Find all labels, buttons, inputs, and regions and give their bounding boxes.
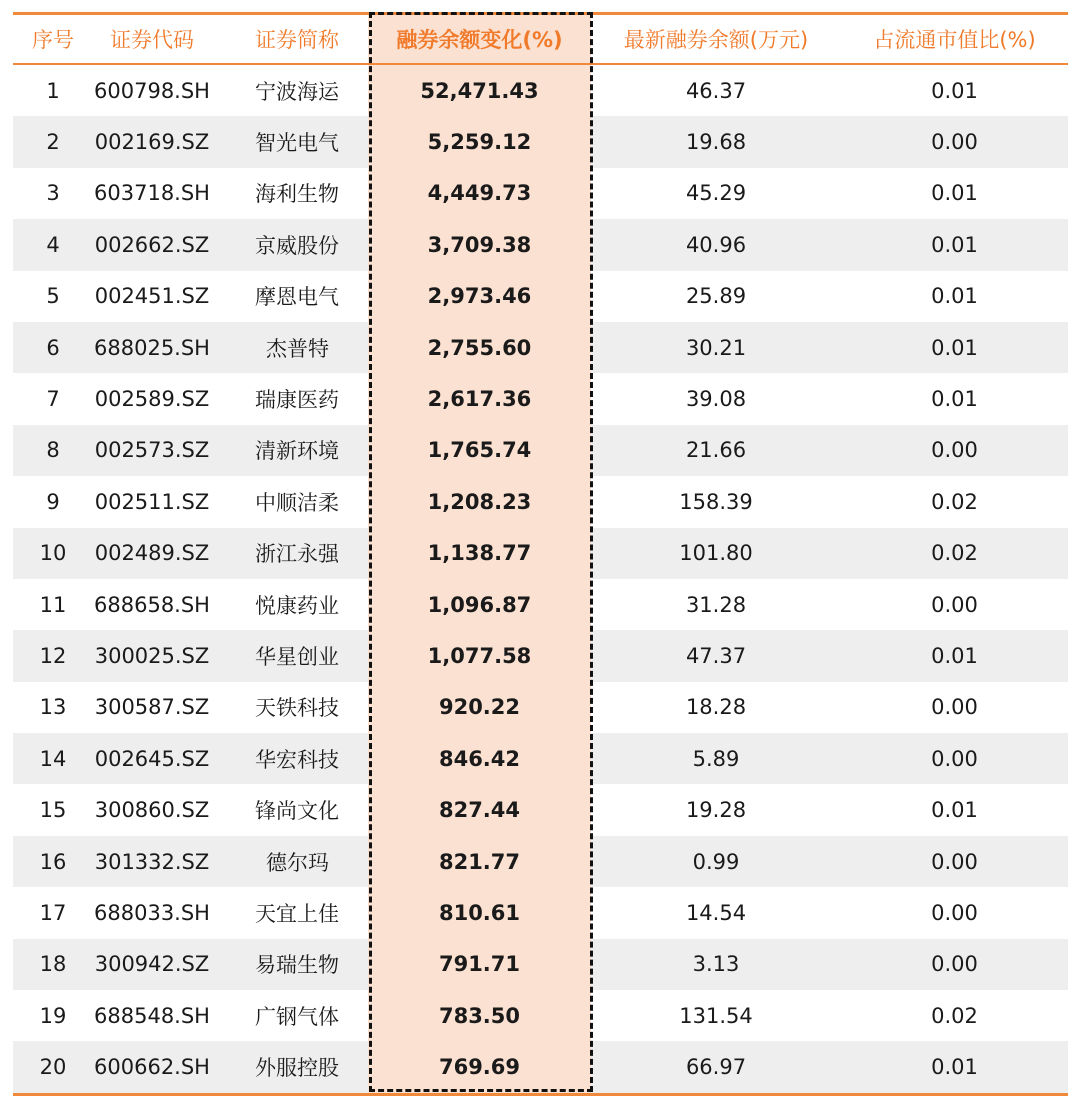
cell-code: 688548.SH [94,1003,210,1028]
cell-balance: 46.37 [685,78,747,103]
cell-no: 5 [46,284,60,309]
cell-code: 688658.SH [94,592,210,617]
cell-name: 锋尚文化 [255,799,339,824]
table-row [13,887,1068,938]
table-row [13,425,1068,476]
cell-ratio: 0.00 [931,592,978,617]
cell-code: 300942.SZ [94,952,210,977]
cell-code: 002573.SZ [94,438,210,463]
cell-balance: 21.66 [685,438,747,463]
table-row [13,271,1068,322]
table-row [13,1041,1068,1092]
cell-ratio: 0.01 [931,181,978,206]
cell-balance: 14.54 [685,900,747,925]
cell-code: 300860.SZ [94,798,210,823]
cell-ratio: 0.00 [931,952,978,977]
cell-change: 783.50 [368,990,591,1041]
cell-ratio: 0.01 [931,798,978,823]
cell-balance: 19.68 [685,130,747,155]
cell-no: 3 [46,181,60,206]
table-row [13,682,1068,733]
table-row [13,836,1068,887]
cell-code: 002662.SZ [94,232,210,257]
cell-name: 易瑞生物 [255,953,339,978]
cell-name: 广钢气体 [255,1004,339,1029]
cell-change: 2,755.60 [368,322,591,373]
cell-no: 18 [39,952,67,977]
cell-no: 9 [46,489,60,514]
bottom-rule [13,1093,1068,1096]
cell-code: 688025.SH [94,335,210,360]
table-row [13,733,1068,784]
cell-change: 52,471.43 [368,65,591,116]
cell-ratio: 0.01 [931,387,978,412]
table-row [13,579,1068,630]
cell-ratio: 0.00 [931,746,978,771]
cell-balance: 40.96 [685,232,747,257]
table-row [13,630,1068,681]
cell-ratio: 0.00 [931,438,978,463]
cell-ratio: 0.01 [931,284,978,309]
cell-name: 瑞康医药 [255,388,339,413]
cell-name: 华宏科技 [255,747,339,772]
table-row [13,990,1068,1041]
cell-name: 清新环境 [255,439,339,464]
cell-no: 10 [39,541,67,566]
cell-name: 杰普特 [266,336,329,361]
cell-no: 14 [39,746,67,771]
table-body [13,65,1068,1093]
cell-balance: 131.54 [679,1003,753,1028]
cell-code: 688033.SH [94,900,210,925]
cell-change: 810.61 [368,887,591,938]
cell-no: 2 [46,130,60,155]
cell-ratio: 0.00 [931,130,978,155]
cell-name: 浙江永强 [255,542,339,567]
table-row [13,528,1068,579]
table-row [13,373,1068,424]
cell-ratio: 0.00 [931,695,978,720]
cell-no: 11 [39,592,67,617]
cell-code: 002589.SZ [94,387,210,412]
table-header [13,15,1068,65]
cell-ratio: 0.01 [931,643,978,668]
header-ratio: 占流通市值比(%) [873,28,1036,52]
cell-change: 821.77 [368,836,591,887]
cell-change: 920.22 [368,682,591,733]
cell-no: 20 [39,1055,67,1080]
cell-no: 7 [46,387,60,412]
table-row [13,168,1068,219]
cell-change: 4,449.73 [368,168,591,219]
cell-name: 悦康药业 [255,593,339,618]
cell-code: 002645.SZ [94,746,210,771]
cell-balance: 0.99 [692,849,740,874]
cell-change: 769.69 [368,1041,591,1092]
table-row [13,116,1068,167]
cell-code: 600662.SH [94,1055,210,1080]
cell-no: 6 [46,335,60,360]
cell-no: 1 [46,78,60,103]
cell-name: 海利生物 [255,182,339,207]
table-row [13,476,1068,527]
cell-name: 摩恩电气 [255,285,339,310]
cell-ratio: 0.00 [931,900,978,925]
cell-ratio: 0.01 [931,78,978,103]
cell-name: 天铁科技 [255,696,339,721]
cell-balance: 66.97 [685,1055,747,1080]
cell-no: 8 [46,438,60,463]
cell-code: 002451.SZ [94,284,210,309]
cell-name: 中顺洁柔 [255,490,339,515]
cell-name: 外服控股 [255,1056,339,1081]
table-row [13,219,1068,270]
cell-change: 3,709.38 [368,219,591,270]
cell-balance: 3.13 [692,952,740,977]
cell-code: 300587.SZ [94,695,210,720]
cell-balance: 19.28 [685,798,747,823]
cell-no: 17 [39,900,67,925]
header-code: 证券代码 [110,28,194,52]
cell-name: 天宜上佳 [255,901,339,926]
cell-code: 301332.SZ [94,849,210,874]
securities-lending-table [13,12,1068,1096]
cell-change: 791.71 [368,939,591,990]
cell-name: 德尔玛 [266,850,329,875]
cell-no: 16 [39,849,67,874]
cell-ratio: 0.02 [931,541,978,566]
cell-balance: 25.89 [685,284,747,309]
cell-ratio: 0.02 [931,489,978,514]
cell-no: 13 [39,695,67,720]
cell-balance: 31.28 [685,592,747,617]
cell-ratio: 0.02 [931,1003,978,1028]
cell-change: 2,617.36 [368,373,591,424]
cell-change: 1,138.77 [368,528,591,579]
cell-no: 19 [39,1003,67,1028]
table-row [13,939,1068,990]
header-name: 证券简称 [255,28,339,52]
cell-balance: 18.28 [685,695,747,720]
cell-name: 宁波海运 [255,79,339,104]
cell-no: 15 [39,798,67,823]
cell-change: 5,259.12 [368,116,591,167]
cell-change: 1,765.74 [368,425,591,476]
cell-ratio: 0.01 [931,1055,978,1080]
cell-code: 600798.SH [94,78,210,103]
cell-balance: 5.89 [692,746,740,771]
table-row [13,784,1068,835]
cell-code: 002511.SZ [94,489,210,514]
table-row [13,322,1068,373]
header-balance: 最新融券余额(万元) [623,28,809,52]
cell-code: 300025.SZ [94,643,210,668]
cell-code: 603718.SH [94,181,210,206]
header-no: 序号 [32,28,74,52]
cell-change: 1,077.58 [368,630,591,681]
cell-no: 12 [39,643,67,668]
header-change: 融券余额变化(%) [368,15,591,63]
cell-name: 智光电气 [255,131,339,156]
cell-balance: 101.80 [679,541,753,566]
cell-change: 827.44 [368,784,591,835]
cell-name: 华星创业 [255,644,339,669]
cell-change: 1,208.23 [368,476,591,527]
cell-change: 2,973.46 [368,271,591,322]
cell-ratio: 0.00 [931,849,978,874]
cell-balance: 39.08 [685,387,747,412]
cell-code: 002489.SZ [94,541,210,566]
cell-balance: 30.21 [685,335,747,360]
cell-code: 002169.SZ [94,130,210,155]
cell-balance: 47.37 [685,643,747,668]
cell-balance: 45.29 [685,181,747,206]
table-row [13,65,1068,116]
cell-ratio: 0.01 [931,335,978,360]
cell-change: 1,096.87 [368,579,591,630]
cell-name: 京威股份 [255,233,339,258]
cell-no: 4 [46,232,60,257]
cell-ratio: 0.01 [931,232,978,257]
cell-balance: 158.39 [679,489,753,514]
cell-change: 846.42 [368,733,591,784]
